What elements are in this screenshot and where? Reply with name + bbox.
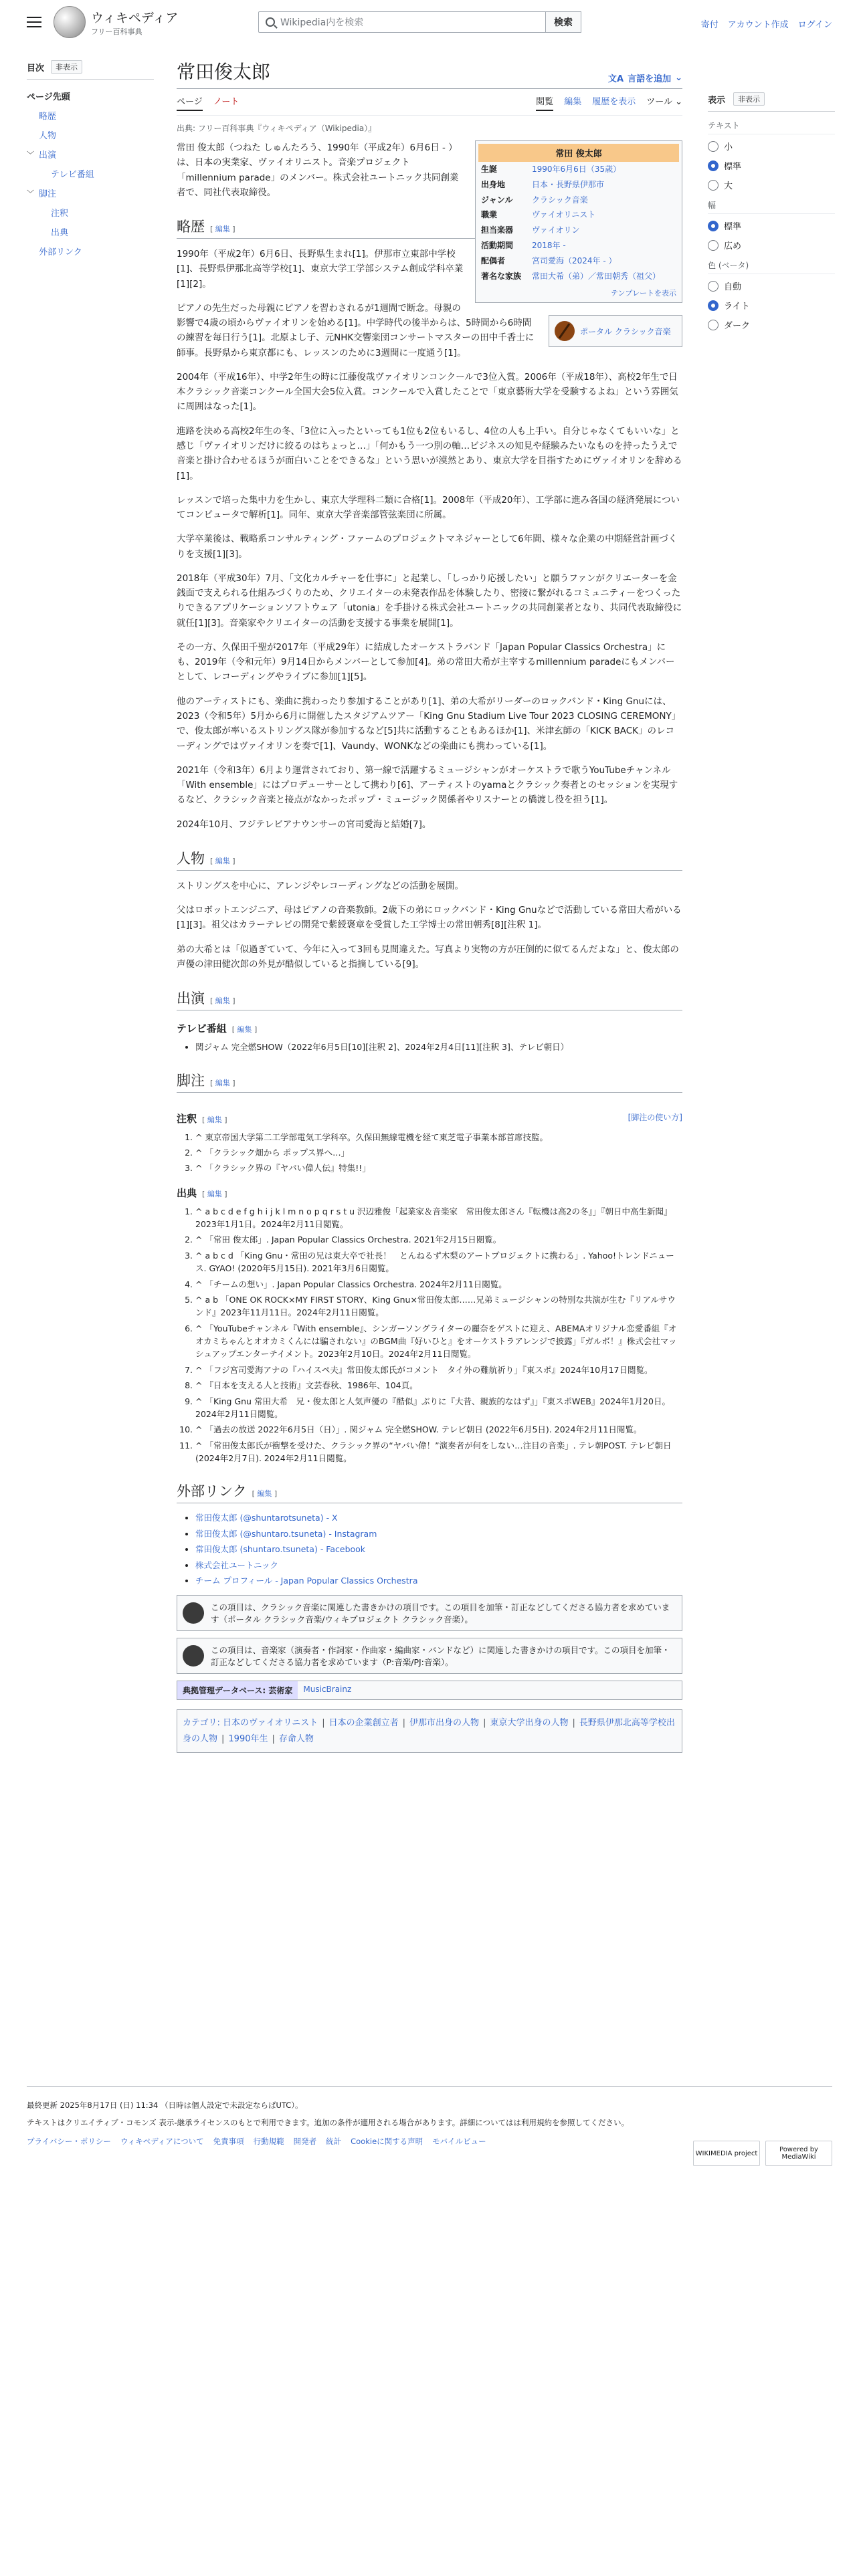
reference-item-text: ^ 「フジ宮司愛海アナの『ハイスペ夫』常田俊太郎氏がコメント タイ外の難航祈り」『東スポ』2024年10月17日閲覧。 — [195, 1364, 653, 1375]
search-input[interactable] — [258, 11, 546, 33]
toc-item[interactable] — [27, 125, 154, 144]
radio-button[interactable] — [708, 180, 719, 191]
tab-talk[interactable]: ノート — [213, 97, 240, 107]
paragraph: 父はロボットエンジニア、母はピアノの音楽教師。2歳下の弟にロックバンド・King Gnuなどで活動している常田大希がいる[1][3]。祖父はカラーテレビの開発で紫綬褒章を受賞した工学博士の常田朝秀[8][注釈 1]。 — [177, 905, 682, 931]
footer-link[interactable]: プライバシー・ポリシー — [27, 2136, 111, 2146]
radio-option[interactable] — [708, 140, 835, 152]
paragraph: 2024年10月、フジテレビアナウンサーの宮司愛海と結婚[7]。 — [177, 819, 432, 830]
infobox-key: 著名な家族 — [481, 271, 522, 281]
paragraph: 2018年（平成30年）7月、「文化カルチャーを仕事に」と起業し、「しっかり応援したい」と願うファンがクリエーターを金銭面で支えられる仕組みづくりのため、クリエイターの未発表作品を体験したり、密接に繋がれるコミュニティーをつくったりできるアプリケーションソフトウェア「utonia」を手掛ける株式会社ユートニックの共同創業者となり、共同代表取締役に就任[1][3]。音楽家やクリエイターの活動を支援する事業を展開[1]。 — [177, 572, 682, 629]
separator: | — [572, 1718, 575, 1729]
toc-item[interactable] — [27, 203, 154, 222]
footer-link[interactable]: 行動規範 — [253, 2136, 284, 2146]
main-content — [177, 53, 682, 1753]
edit-section-link[interactable]: 編集 — [215, 996, 230, 1006]
search-form — [258, 11, 581, 33]
template-link[interactable]: テンプレートを表示 — [610, 289, 676, 298]
paragraph: ストリングスを中心に、アレンジやレコーディングなどの活動を展開。 — [177, 880, 464, 891]
paragraph: 1990年（平成2年）6月6日、長野県生まれ[1]。伊那市立東部中学校[1]、長野県伊那北高等学校[1]、東京大学工学部システム創成学科卒業[1][2]。 — [177, 249, 464, 290]
reference-item-text: ^ 「常田俊太郎氏が衝撃を受けた、クラシック界の“ヤバい偉！”演奏者が何をしない…注目の音楽」. テレ朝POST. テレビ朝日 (2024年2月7日). 2024年2月11日閲覧。 — [195, 1440, 672, 1464]
reference-item-text: ^ 「チームの想い」. Japan Popular Classics Orchestra. 2024年2月11日閲覧。 — [195, 1279, 507, 1289]
reference-item — [195, 1439, 682, 1465]
external-link — [195, 1511, 682, 1524]
violin-icon — [555, 321, 575, 341]
radio-option[interactable] — [708, 179, 835, 191]
section-external: 外部リンク [ 編集 ] — [177, 1481, 682, 1503]
footer-link[interactable]: モバイルビュー — [432, 2136, 486, 2146]
reference-item — [195, 1395, 682, 1421]
lead-paragraph: 常田 俊太郎（つねた しゅんたろう、1990年（平成2年）6月6日 - ）は、日本の実業家、ヴァイオリニスト。音楽プロジェクト「millennium parade」のメンバー。株式会社ユートニック共同創業者で、同社代表取締役。 — [177, 142, 459, 198]
appearance-title: 表示 — [708, 95, 726, 106]
reference-item — [195, 1249, 682, 1275]
toc-item[interactable] — [27, 241, 154, 261]
external-link — [195, 1559, 682, 1572]
personal-tools — [701, 17, 832, 30]
setting-group-title: 色 (ベータ) — [708, 259, 835, 274]
reference-item-text: ^ 『日本を支える人と技術』文芸春秋、1986年、104頁。 — [195, 1380, 418, 1391]
setting-group-title: 幅 — [708, 199, 835, 214]
donate-link[interactable]: 寄付 — [700, 20, 719, 30]
infobox-value[interactable]: クラシック音楽 — [532, 195, 588, 205]
musician-icon — [183, 1602, 204, 1624]
infobox-key: 配偶者 — [481, 255, 506, 265]
edit-section-link[interactable]: 編集 — [215, 1078, 230, 1087]
infobox-row — [478, 162, 679, 177]
section-biography: 略歴 [ 編集 ] — [177, 216, 682, 239]
reference-item-text: ^ 「King Gnu 常田大希 兄・俊太郎と人気声優の『酷似』ぶりに『大昔、親族的なはず』」『東スポWEB』2024年1月20日。2024年2月11日閲覧。 — [195, 1396, 670, 1419]
site-header — [0, 0, 859, 44]
reference-item-text: ^ a b c d 「King Gnu・常田の兄は東大卒で社長！ とんねるず木梨のアートプロジェクトに携わる」. Yahoo!トレンドニュース. GYAO! (2020年5月15日). 2021年3月6日閲覧。 — [195, 1250, 674, 1274]
toc-item[interactable] — [27, 144, 154, 164]
toc-link[interactable]: 略歴 — [39, 112, 57, 122]
footer-link[interactable]: 開発者 — [293, 2136, 317, 2146]
stub-box-classical: この項目は、クラシック音楽に関連した書きかけの項目です。この項目を加筆・訂正などしてくださる協力者を求めています（ポータル クラシック音楽/ウィキプロジェクト クラシック音楽）。 — [177, 1595, 682, 1631]
list-item — [195, 1041, 682, 1053]
section-person: 人物 [ 編集 ] — [177, 848, 682, 871]
tools-dropdown[interactable]: ツール ⌄ — [646, 97, 682, 107]
stub-box-musician: この項目は、音楽家（演奏者・作詞家・作曲家・編曲家・バンドなど）に関連した書きかけの項目です。この項目を加筆・訂正などしてくださる協力者を求めています（P:音楽/PJ:音楽）。 — [177, 1638, 682, 1674]
tab-history[interactable]: 履歴を表示 — [592, 97, 636, 107]
toc-title: 目次 — [27, 63, 45, 74]
external-link — [195, 1574, 682, 1587]
radio-label: 標準 — [724, 222, 742, 232]
separator: | — [483, 1718, 486, 1729]
radio-option[interactable] — [708, 219, 835, 232]
reference-item-text: ^ 「過去の放送 2022年6月5日（日）」. 関ジャム 完全燃SHOW. テレビ朝日 (2022年6月5日). 2024年2月11日閲覧。 — [195, 1424, 642, 1435]
subsection-refs: 出典 [ 編集 ] — [177, 1186, 227, 1199]
section-notes: 脚注 [ 編集 ] — [177, 1070, 682, 1093]
authority-control: 典拠管理データベース: 芸術家 MusicBrainz — [177, 1681, 682, 1700]
infobox-row — [478, 177, 679, 193]
note-item-text: ^ 「クラシック界の『ヤバい偉人伝』特集!!」 — [195, 1163, 371, 1174]
infobox-row — [478, 238, 679, 253]
paragraph: 弟の大希とは「似過ぎていて、今年に入って3回も見間違えた。写真より実物の方が圧倒的に似てるんだよな」と、俊太郎の声優の津田健次郎の外見が酷似していると指摘している[9]。 — [177, 944, 679, 970]
separator: | — [272, 1733, 275, 1744]
radio-label: 広め — [724, 241, 742, 251]
radio-option[interactable] — [708, 280, 835, 292]
paragraph: 他のアーティストにも、楽曲に携わったり参加することがあり[1]、弟の大希がリーダーのロックバンド・King Gnuには、2023（令和5年）5月から6月に開催したスタジアムツアー「King Gnu Stadium Live Tour 2023 CLOSING CEREMONY」で、俊太郎が率いるストリングス隊が参加するなど[5]共に活動することもあるほか[1]、米津玄師の「KICK BACK」のレコーディングではヴァイオリンを奏で[1]、Vaundy、WONKなどの楽曲にも携わっている[1]。 — [177, 695, 681, 752]
edit-section-link[interactable]: 編集 — [215, 856, 230, 865]
from-line: 出典: フリー百科事典『ウィキペディア（Wikipedia）』 — [177, 124, 377, 133]
infobox-value[interactable]: 2018年 - — [532, 240, 566, 250]
reference-item — [195, 1278, 682, 1291]
radio-button[interactable] — [708, 141, 719, 152]
external-link-text[interactable]: 株式会社ユートニック — [195, 1560, 279, 1570]
note-item — [195, 1131, 682, 1144]
paragraph: 2021年（令和3年）6月より運営されており、第一線で活躍するミュージシャンがオーケストラで歌うYouTubeチャンネル「With ensemble」にはプロデューサーとして携わり[6]、アーティストのyamaとクラシック奏者とのセッションを実現するなど、クラシック音楽と接点がなかったポップ・ミュージック関係者やリスナーとの橋渡し役を担う[1]。 — [177, 764, 678, 806]
external-link — [195, 1527, 682, 1540]
radio-label: 大 — [724, 181, 733, 191]
note-item — [195, 1146, 682, 1159]
reference-item — [195, 1205, 682, 1231]
category-link[interactable]: 伊那市出身の人物 — [409, 1718, 480, 1729]
search-placeholder: Wikipedia内を検索 — [280, 17, 364, 28]
language-icon: 文A — [608, 74, 624, 84]
toc-link[interactable]: 人物 — [39, 131, 57, 141]
reference-item-text: ^ a b c d e f g h i j k l m n o p q r s t u 沢辺雅俊「起業家＆音楽家 常田俊太郎さん『転機は高2の冬』」『朝日中高生新聞』2023年1月1日。2024年2月11日閲覧。 — [195, 1206, 672, 1230]
category-link[interactable]: 日本の企業創立者 — [328, 1718, 399, 1729]
portal-box[interactable] — [549, 315, 682, 347]
reference-item-text: ^ 「YouTubeチャンネル『With ensemble』、シンガーソングライターの麗奈をゲストに迎え、ABEMAオリジナル恋愛番組『オオカミちゃんとオオカミくんには騙されない』のBGM曲『好いひと』をオーケストラアレンジで披露」『ガルボ！』株式会社マッシュアップエンターテイメント。2023年2月10日。2024年2月11日閲覧。 — [195, 1323, 677, 1360]
infobox-key: 担当楽器 — [481, 225, 514, 235]
categories-label[interactable]: カテゴリ: — [183, 1718, 220, 1729]
toc-item[interactable] — [27, 222, 154, 241]
reference-item — [195, 1379, 682, 1392]
wikipedia-globe-icon — [54, 6, 86, 38]
infobox-row — [478, 193, 679, 208]
toc-hide-button[interactable]: 非表示 — [51, 60, 82, 74]
infobox-key: 出身地 — [481, 179, 506, 189]
page-tabs — [177, 94, 682, 116]
edit-section-link[interactable]: 編集 — [257, 1489, 272, 1499]
edit-section-link[interactable]: 編集 — [207, 1115, 222, 1124]
wikimedia-badge[interactable]: WIKIMEDIA project — [693, 2141, 760, 2166]
infobox-row — [478, 223, 679, 238]
toc-link[interactable]: テレビ番組 — [51, 170, 94, 180]
paragraph: 進路を決める高校2年生の冬、「3位に入ったといっても1位も2位もいるし、4位の人も上手い。自分じゃなくてもいいな」と感じ「ヴァイオリンだけに絞るのはちょっと…」「何かもう一つ別の軸…ビジネスの知見や経験みたいなものを持ったうえで音楽と掛け合わせるほうが面白いことをできるな」という思いが漠然とあり、東京大学を目指すためにヴァイオリンを辞める[1]。 — [177, 425, 682, 481]
radio-button[interactable] — [708, 300, 719, 311]
external-link-text[interactable]: 常田俊太郎 (@shuntarotsuneta) - X — [195, 1513, 338, 1523]
category-link[interactable]: 1990年生 — [228, 1733, 268, 1744]
last-updated: 最終更新 2025年8月17日 (日) 11:34 （日時は個人設定で未設定ならばUTC）。 — [27, 2101, 303, 2110]
infobox-key: 生誕 — [481, 165, 498, 174]
toc-item[interactable] — [27, 86, 154, 106]
radio-option[interactable] — [708, 318, 835, 331]
tab-edit[interactable]: 編集 — [564, 97, 582, 107]
external-link — [195, 1543, 682, 1555]
paragraph: レッスンで培った集中力を生かし、東京大学理科二類に合格[1]。2008年（平成20年）、工学部に進み各国の経済発展についてコンピュータで解析[1]。同年、東京大学音楽部管弦楽団に所属。 — [177, 494, 680, 521]
note-item — [195, 1162, 682, 1174]
infobox-row — [478, 269, 679, 284]
radio-label: 自動 — [724, 282, 742, 292]
toc-link[interactable]: 外部リンク — [39, 247, 82, 257]
footer-link[interactable]: Cookieに関する声明 — [351, 2136, 423, 2146]
search-icon — [266, 17, 275, 27]
tagline: フリー百科事典 — [91, 27, 142, 36]
footer-link[interactable]: 統計 — [326, 2136, 342, 2146]
reference-item-text: ^ a b 「ONE OK ROCK×MY FIRST STORY、King Gnu×常田俊太郎……兄弟ミュージシャンの特別な共演が生む『リアルサウンド』2023年11月11日。2024年2月11日閲覧。 — [195, 1294, 676, 1318]
portal-link[interactable]: ポータル クラシック音楽 — [580, 326, 671, 336]
main-menu-icon[interactable] — [27, 17, 41, 27]
category-link[interactable]: 東京大学出身の人物 — [490, 1718, 569, 1729]
reference-item — [195, 1233, 682, 1246]
subsection-notes: 注釈 [ 編集 ] — [177, 1112, 227, 1125]
radio-option[interactable] — [708, 159, 835, 172]
infobox-value[interactable]: 常田大希（弟）／常田朝秀（祖父） — [532, 271, 661, 281]
radio-label: ダーク — [724, 321, 751, 331]
tab-page[interactable]: ページ — [177, 94, 203, 111]
radio-option[interactable] — [708, 239, 835, 251]
paragraph: 大学卒業後は、戦略系コンサルティング・ファームのプロジェクトマネジャーとして6年間、様々な企業の中期経営計画づくりを支援[1][3]。 — [177, 534, 678, 560]
radio-label: ライト — [724, 302, 750, 312]
toc-link[interactable]: ページ先頭 — [27, 92, 70, 102]
separator: | — [322, 1718, 325, 1729]
page-title: 常田俊太郎 — [177, 61, 271, 83]
footer-link[interactable]: ウィキペディアについて — [120, 2136, 204, 2146]
radio-button[interactable] — [708, 320, 719, 330]
mediawiki-badge[interactable]: Powered by MediaWiki — [765, 2141, 832, 2166]
infobox-value[interactable]: 1990年6月6日（35歳） — [532, 165, 622, 174]
toc-item[interactable] — [27, 106, 154, 125]
edit-section-link[interactable]: 編集 — [207, 1189, 222, 1198]
external-link-text[interactable]: 常田俊太郎 (@shuntaro.tsuneta) - Instagram — [195, 1528, 377, 1539]
musicbrainz-link[interactable]: MusicBrainz — [303, 1685, 352, 1695]
external-link-text[interactable]: 常田俊太郎 (shuntaro.tsuneta) - Facebook — [195, 1544, 366, 1555]
infobox-row — [478, 253, 679, 269]
wordmark: ウィキペディア — [91, 10, 179, 25]
site-logo[interactable] — [54, 6, 194, 38]
musician-icon — [183, 1645, 204, 1667]
infobox-value[interactable]: ヴァイオリン — [532, 225, 580, 235]
separator: | — [221, 1733, 225, 1744]
infobox-key: 活動期間 — [481, 240, 514, 250]
toc-item[interactable] — [27, 164, 154, 183]
infobox-key: 職業 — [481, 210, 498, 220]
edit-section-link[interactable]: 編集 — [237, 1025, 252, 1035]
toc-link[interactable]: 注釈 — [51, 209, 69, 219]
table-of-contents — [27, 60, 154, 261]
infobox-title: 常田 俊太郎 — [478, 144, 679, 162]
external-link-text[interactable]: チーム プロフィール - Japan Popular Classics Orchestra — [195, 1575, 418, 1586]
setting-group-title: テキスト — [708, 120, 835, 134]
login-link[interactable]: ログイン — [797, 20, 832, 30]
infobox-key: ジャンル — [481, 195, 513, 205]
chevron-down-icon: ⌄ — [675, 73, 682, 83]
radio-button[interactable] — [708, 221, 719, 231]
infobox-value[interactable]: 日本・長野県伊那市 — [532, 179, 605, 189]
toc-link[interactable]: 脚注 — [39, 189, 57, 199]
add-language-button[interactable]: 文A 言語を追加 ⌄ — [608, 73, 682, 84]
category-link[interactable]: 存命人物 — [278, 1733, 314, 1744]
chevron-down-icon[interactable]: ﹀ — [27, 150, 34, 159]
subsection-tv: テレビ番組 [ 編集 ] — [177, 1023, 258, 1035]
chevron-down-icon[interactable]: ﹀ — [27, 189, 34, 198]
paragraph: 2004年（平成16年）、中学2年生の時に江藤俊哉ヴァイオリンコンクールで3位入賞。2006年（平成18年）、高校2年生で日本クラシック音楽コンクール全国大会5位入賞。コンクールで入賞したことで「東京藝術大学を受験するよね」という雰囲気に周囲はなった[1]。 — [177, 371, 678, 413]
tab-read[interactable]: 閲覧 — [536, 94, 553, 111]
infobox-value[interactable]: 宮司愛海（2024年 - ） — [532, 255, 617, 265]
radio-button[interactable] — [708, 160, 719, 171]
note-item-text: ^ 東京帝国大学第二工学部電気工学科卒。久保田無線電機を経て東芝電子事業本部首席技監。 — [195, 1132, 548, 1142]
appearance-hide-button[interactable]: 非表示 — [733, 92, 765, 106]
license-text: テキストはクリエイティブ・コモンズ 表示-継承ライセンスのもとで利用できます。追加の条件が適用される場合があります。詳細についてはは利用規約を参照してください。 — [27, 2118, 629, 2128]
radio-button[interactable] — [708, 240, 719, 251]
radio-option[interactable] — [708, 299, 835, 312]
reference-item — [195, 1364, 682, 1376]
reference-item — [195, 1423, 682, 1436]
list-item-text: 関ジャム 完全燃SHOW（2022年6月5日[10][注釈 2]、2024年2月4日[11][注釈 3]、テレビ朝日） — [195, 1042, 569, 1053]
paragraph: ピアノの先生だった母親にピアノを習わされるが1週間で断念。母親の影響で4歳の頃からヴァイオリンを始める[1]。中学時代の後半からは、5時間から6時間の練習を毎日行う[1]。北原よし子、元NHK交響楽団コンサートマスターの田中千香士に師事。長野県から東京都にも、レッスンのために3週間に一度通う[1]。 — [177, 302, 535, 358]
infobox — [475, 140, 682, 303]
reference-item — [195, 1293, 682, 1319]
infobox-value[interactable]: ヴァイオリニスト — [532, 210, 596, 220]
appearance-panel — [708, 92, 835, 338]
category-box — [177, 1709, 682, 1753]
create-account-link[interactable]: アカウント作成 — [727, 20, 789, 30]
search-button[interactable]: 検索 — [546, 11, 581, 33]
edit-section-link[interactable]: 編集 — [215, 225, 230, 234]
reference-item-text: ^ 「常田 俊太郎」. Japan Popular Classics Orchestra. 2021年2月15日閲覧。 — [195, 1235, 502, 1245]
footer-link[interactable]: 免責事項 — [213, 2136, 244, 2146]
toc-link[interactable]: 出典 — [51, 228, 69, 238]
section-appearance: 出演 [ 編集 ] — [177, 988, 682, 1010]
toc-item[interactable] — [27, 183, 154, 203]
radio-label: 小 — [724, 142, 733, 152]
radio-label: 標準 — [724, 162, 742, 172]
category-link[interactable]: 日本のヴァイオリニスト — [223, 1718, 318, 1729]
reference-item — [195, 1322, 682, 1361]
footnote-usage-link[interactable]: [脚注の使い方] — [628, 1112, 682, 1122]
page-footer — [27, 2086, 832, 2161]
separator: | — [402, 1718, 406, 1729]
paragraph: その一方、久保田千聖が2017年（平成29年）に結成したオーケストラバンド「Japan Popular Classics Orchestra」にも、2019年（令和元年）9月14日からメンバーとして参加[4]。弟の常田大希が主宰するmillennium paradeにもメンバーとして、レコーディングやライブに参加[1][5]。 — [177, 641, 675, 683]
radio-button[interactable] — [708, 281, 719, 292]
infobox-row — [478, 207, 679, 223]
category-link[interactable]: 長野県伊那北高等学校出身の人物 — [183, 1718, 675, 1744]
note-item-text: ^ 「クラシック畑から ポップス界へ…」 — [195, 1147, 350, 1158]
toc-link[interactable]: 出演 — [39, 150, 57, 160]
